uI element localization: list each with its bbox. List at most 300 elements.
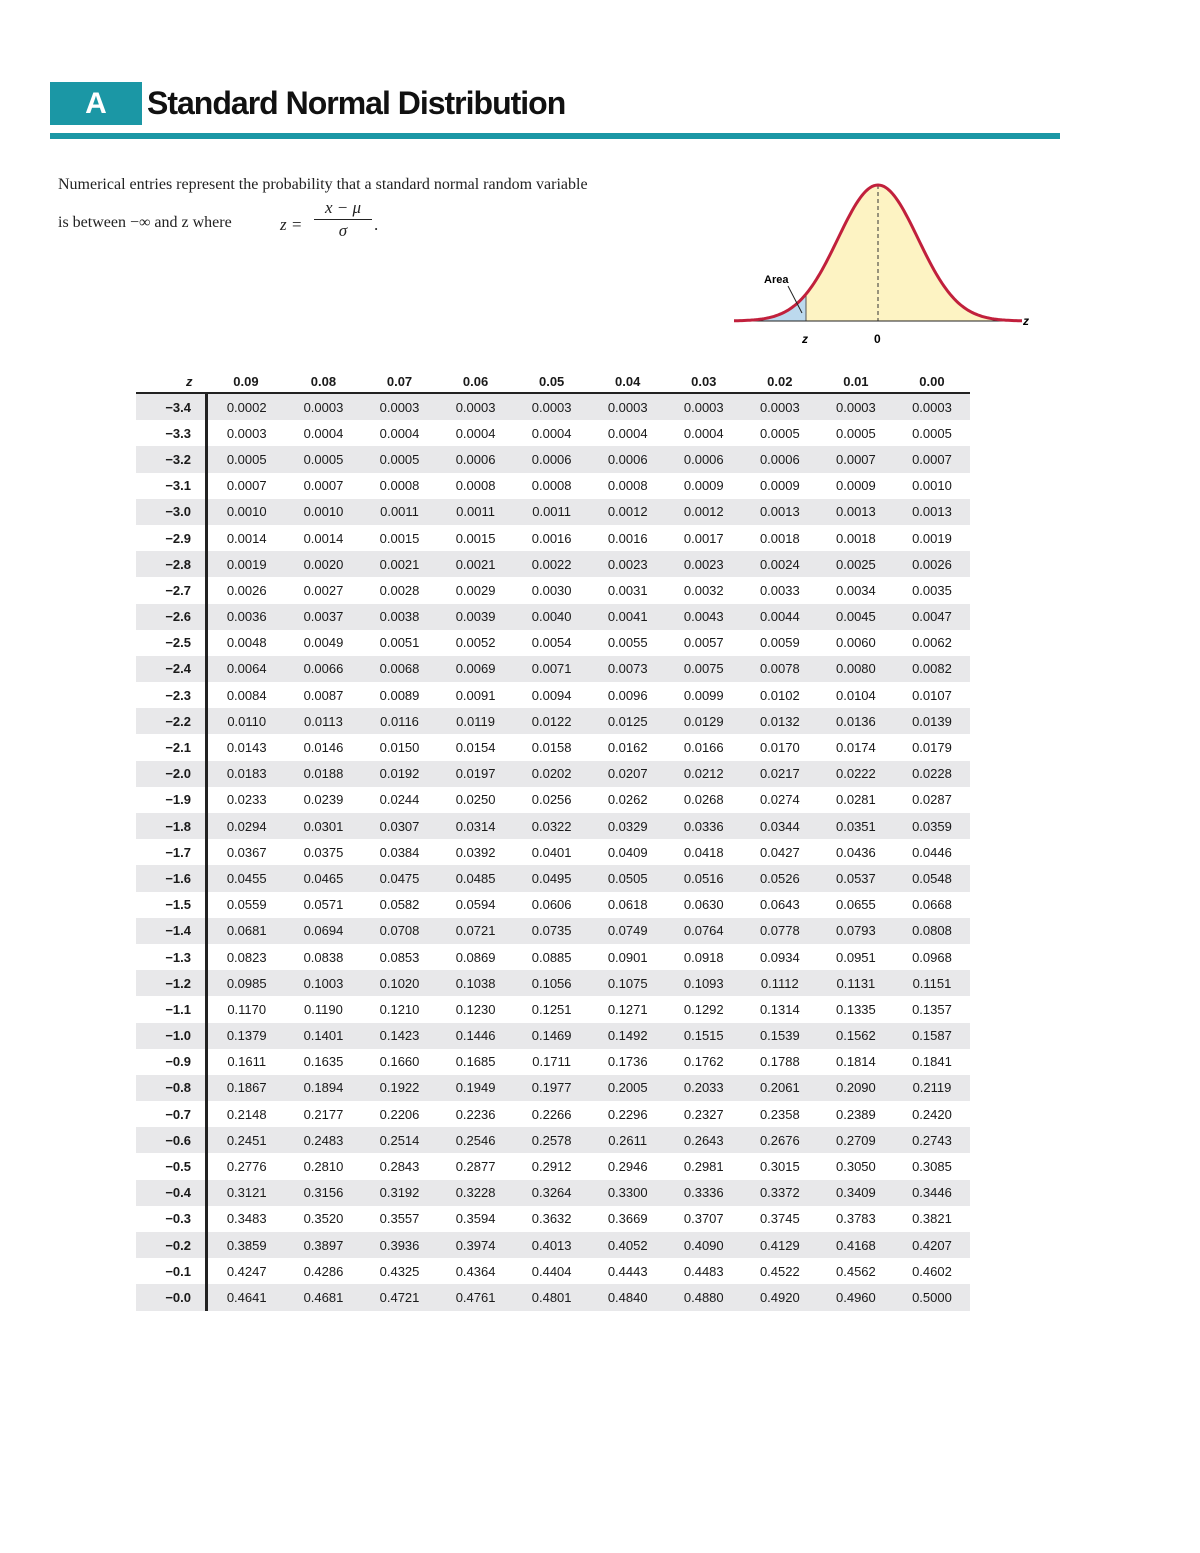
probability-cell: 0.0129 [666, 708, 742, 734]
probability-cell: 0.3446 [894, 1180, 970, 1206]
probability-cell: 0.0436 [836, 844, 876, 860]
probability-cell: 0.0004 [531, 425, 572, 441]
probability-cell: 0.1539 [742, 1023, 818, 1049]
probability-cell: 0.0022 [514, 551, 590, 577]
z-value-cell: −2.0 [136, 761, 207, 787]
probability-cell: 0.3372 [742, 1180, 818, 1206]
probability-cell: 0.0003 [818, 393, 894, 420]
probability-cell: 0.1814 [836, 1054, 876, 1070]
probability-cell: 0.0735 [514, 918, 590, 944]
probability-cell: 0.0985 [207, 970, 286, 996]
probability-cell: 0.0301 [285, 813, 361, 839]
table-row [136, 761, 970, 787]
probability-cell: 0.0010 [285, 499, 361, 525]
probability-cell: 0.2676 [742, 1127, 818, 1153]
probability-cell: 0.0023 [666, 551, 742, 577]
probability-cell: 0.0008 [607, 478, 648, 494]
probability-cell: 0.0005 [836, 425, 876, 441]
z-value-cell: −1.8 [136, 813, 207, 839]
probability-cell: 0.0170 [759, 740, 800, 756]
probability-cell: 0.0143 [226, 740, 267, 756]
probability-cell: 0.0113 [285, 708, 361, 734]
probability-cell: 0.0007 [303, 478, 344, 494]
probability-cell: 0.1660 [379, 1054, 420, 1070]
z-value-cell: −0.6 [136, 1127, 207, 1153]
probability-cell: 0.0004 [683, 425, 724, 441]
probability-cell: 0.2005 [590, 1075, 666, 1101]
z-tick-label: z [802, 332, 808, 346]
z-value-cell: −0.2 [136, 1232, 207, 1258]
table-row [136, 944, 970, 970]
probability-cell: 0.1075 [590, 970, 666, 996]
probability-cell: 0.3520 [303, 1211, 344, 1227]
table-row [136, 734, 970, 760]
probability-cell: 0.0694 [285, 918, 361, 944]
probability-cell: 0.0239 [303, 792, 344, 808]
probability-cell: 0.1230 [455, 1001, 496, 1017]
probability-cell: 0.0011 [514, 499, 590, 525]
probability-cell: 0.0035 [912, 582, 952, 598]
probability-cell: 0.1492 [590, 1023, 666, 1049]
fraction-bar [314, 219, 372, 220]
probability-cell: 0.0059 [759, 635, 800, 651]
probability-cell: 0.0212 [666, 761, 742, 787]
probability-cell: 0.1335 [836, 1001, 876, 1017]
probability-cell: 0.4090 [666, 1232, 742, 1258]
table-row [136, 1180, 970, 1206]
probability-cell: 0.1736 [607, 1054, 648, 1070]
probability-cell: 0.0188 [285, 761, 361, 787]
probability-cell: 0.2611 [590, 1127, 666, 1153]
probability-cell: 0.0314 [438, 813, 514, 839]
probability-cell: 0.0465 [285, 865, 361, 891]
probability-cell: 0.4364 [455, 1263, 496, 1279]
probability-cell: 0.0004 [455, 425, 496, 441]
probability-cell: 0.4483 [683, 1263, 724, 1279]
appendix-badge: A [50, 82, 142, 125]
probability-cell: 0.0721 [438, 918, 514, 944]
probability-cell: 0.0019 [207, 551, 286, 577]
probability-cell: 0.0446 [912, 844, 952, 860]
probability-cell: 0.0197 [438, 761, 514, 787]
probability-cell: 0.1314 [759, 1001, 800, 1017]
probability-cell: 0.0110 [207, 708, 286, 734]
probability-cell: 0.2148 [226, 1106, 267, 1122]
probability-cell: 0.0013 [894, 499, 970, 525]
table-row [136, 1206, 970, 1232]
probability-cell: 0.3632 [531, 1211, 572, 1227]
probability-cell: 0.0256 [531, 792, 572, 808]
probability-cell: 0.1894 [285, 1075, 361, 1101]
z-value-cell: −2.7 [136, 577, 207, 603]
probability-cell: 0.0060 [836, 635, 876, 651]
probability-cell: 0.0582 [379, 897, 420, 913]
probability-cell: 0.0918 [683, 949, 724, 965]
probability-cell: 0.0052 [455, 635, 496, 651]
probability-cell: 0.1562 [818, 1023, 894, 1049]
table-row [136, 473, 970, 499]
probability-cell: 0.0026 [894, 551, 970, 577]
probability-cell: 0.0013 [742, 499, 818, 525]
probability-cell: 0.0594 [455, 897, 496, 913]
probability-cell: 0.0336 [666, 813, 742, 839]
table-row [136, 1127, 970, 1153]
probability-cell: 0.0038 [361, 604, 437, 630]
probability-cell: 0.0014 [303, 530, 344, 546]
probability-cell: 0.4168 [818, 1232, 894, 1258]
probability-cell: 0.0853 [379, 949, 420, 965]
probability-cell: 0.2843 [379, 1159, 420, 1175]
probability-cell: 0.3121 [207, 1180, 286, 1206]
probability-cell: 0.0643 [759, 897, 800, 913]
probability-cell: 0.0002 [207, 393, 286, 420]
probability-cell: 0.0968 [912, 949, 952, 965]
normal-curve-figure [730, 175, 1040, 350]
probability-cell: 0.0078 [742, 656, 818, 682]
probability-cell: 0.5000 [894, 1284, 970, 1310]
probability-cell: 0.0618 [607, 897, 648, 913]
table-row [136, 525, 970, 551]
area-label: Area [764, 274, 789, 286]
probability-cell: 0.0418 [683, 844, 724, 860]
probability-cell: 0.2546 [438, 1127, 514, 1153]
probability-cell: 0.0057 [683, 635, 724, 651]
table-row [136, 708, 970, 734]
probability-cell: 0.0427 [759, 844, 800, 860]
probability-cell: 0.4880 [666, 1284, 742, 1310]
probability-cell: 0.3859 [207, 1232, 286, 1258]
table-row [136, 551, 970, 577]
z-value-cell: −3.3 [136, 420, 207, 446]
probability-cell: 0.1469 [514, 1023, 590, 1049]
z-value-cell: −2.4 [136, 656, 207, 682]
probability-cell: 0.4960 [818, 1284, 894, 1310]
z-value-cell: −1.9 [136, 787, 207, 813]
probability-cell: 0.1949 [438, 1075, 514, 1101]
probability-cell: 0.2177 [303, 1106, 344, 1122]
probability-cell: 0.1271 [607, 1001, 648, 1017]
probability-cell: 0.0281 [836, 792, 876, 808]
probability-cell: 0.0485 [438, 865, 514, 891]
table-row [136, 656, 970, 682]
probability-cell: 0.0630 [683, 897, 724, 913]
table-row [136, 1284, 970, 1310]
description-line-2: is between −∞ and z where [58, 214, 232, 231]
z-value-cell: −2.5 [136, 630, 207, 656]
z-value-cell: −1.5 [136, 892, 207, 918]
probability-cell: 0.4522 [759, 1263, 800, 1279]
table-row [136, 996, 970, 1022]
probability-cell: 0.0033 [759, 582, 800, 598]
probability-cell: 0.4404 [531, 1263, 572, 1279]
probability-cell: 0.2743 [894, 1127, 970, 1153]
probability-cell: 0.1251 [531, 1001, 572, 1017]
probability-cell: 0.3264 [514, 1180, 590, 1206]
probability-cell: 0.0244 [379, 792, 420, 808]
probability-cell: 0.0037 [285, 604, 361, 630]
probability-cell: 0.0475 [361, 865, 437, 891]
probability-cell: 0.0089 [379, 687, 420, 703]
probability-cell: 0.0036 [207, 604, 286, 630]
probability-cell: 0.0294 [207, 813, 286, 839]
probability-cell: 0.0054 [531, 635, 572, 651]
probability-cell: 0.0064 [207, 656, 286, 682]
probability-cell: 0.0005 [207, 446, 286, 472]
probability-cell: 0.1611 [227, 1054, 267, 1070]
probability-cell: 0.1711 [532, 1054, 572, 1070]
probability-cell: 0.0228 [894, 761, 970, 787]
table-body [136, 393, 970, 1311]
z-value-cell: −1.4 [136, 918, 207, 944]
probability-cell: 0.0823 [226, 949, 267, 965]
z-value-cell: −2.9 [136, 525, 207, 551]
z-value-cell: −3.2 [136, 446, 207, 472]
probability-cell: 0.3557 [379, 1211, 420, 1227]
table-row [136, 892, 970, 918]
probability-cell: 0.0027 [303, 582, 344, 598]
probability-cell: 0.0455 [207, 865, 286, 891]
probability-cell: 0.0013 [818, 499, 894, 525]
probability-cell: 0.0154 [455, 740, 496, 756]
z-value-cell: −0.9 [136, 1049, 207, 1075]
probability-cell: 0.0018 [836, 530, 876, 546]
probability-cell: 0.2061 [742, 1075, 818, 1101]
table-row [136, 839, 970, 865]
probability-cell: 0.0003 [742, 393, 818, 420]
probability-cell: 0.0146 [303, 740, 344, 756]
probability-cell: 0.0091 [455, 687, 496, 703]
z-value-cell: −1.1 [136, 996, 207, 1022]
probability-cell: 0.1131 [818, 970, 894, 996]
z-value-cell: −0.1 [136, 1258, 207, 1284]
probability-cell: 0.0084 [226, 687, 267, 703]
probability-cell: 0.2776 [226, 1159, 267, 1175]
probability-cell: 0.0017 [683, 530, 724, 546]
probability-cell: 0.4325 [379, 1263, 420, 1279]
probability-cell: 0.0901 [607, 949, 648, 965]
probability-cell: 0.0041 [590, 604, 666, 630]
probability-cell: 0.0004 [303, 425, 344, 441]
probability-cell: 0.0082 [894, 656, 970, 682]
probability-cell: 0.2877 [455, 1159, 496, 1175]
probability-cell: 0.0008 [379, 478, 420, 494]
probability-cell: 0.0073 [590, 656, 666, 682]
probability-cell: 0.0606 [531, 897, 572, 913]
probability-cell: 0.0179 [912, 740, 952, 756]
probability-cell: 0.0222 [818, 761, 894, 787]
z-value-cell: −1.0 [136, 1023, 207, 1049]
z-value-cell: −1.6 [136, 865, 207, 891]
probability-cell: 0.0039 [438, 604, 514, 630]
probability-cell: 0.0571 [303, 897, 344, 913]
probability-cell: 0.0132 [742, 708, 818, 734]
probability-cell: 0.0162 [607, 740, 648, 756]
probability-cell: 0.0207 [590, 761, 666, 787]
probability-cell: 0.0006 [438, 446, 514, 472]
probability-cell: 0.0020 [285, 551, 361, 577]
probability-cell: 0.0029 [455, 582, 496, 598]
table-row [136, 630, 970, 656]
probability-cell: 0.1038 [438, 970, 514, 996]
probability-cell: 0.0047 [894, 604, 970, 630]
probability-cell: 0.4052 [590, 1232, 666, 1258]
probability-cell: 0.0359 [894, 813, 970, 839]
probability-cell: 0.0548 [894, 865, 970, 891]
probability-cell: 0.0526 [742, 865, 818, 891]
probability-cell: 0.0655 [836, 897, 876, 913]
probability-cell: 0.0307 [361, 813, 437, 839]
probability-cell: 0.0537 [818, 865, 894, 891]
probability-cell: 0.0009 [759, 478, 800, 494]
probability-cell: 0.3228 [438, 1180, 514, 1206]
probability-cell: 0.0007 [818, 446, 894, 472]
probability-cell: 0.1357 [912, 1001, 952, 1017]
probability-cell: 0.0075 [666, 656, 742, 682]
probability-cell: 0.1112 [742, 970, 818, 996]
z-column-header: z [136, 370, 207, 393]
probability-cell: 0.0793 [818, 918, 894, 944]
table-row [136, 604, 970, 630]
table-row [136, 420, 970, 446]
probability-cell: 0.0122 [514, 708, 590, 734]
probability-cell: 0.0934 [759, 949, 800, 965]
table-row [136, 865, 970, 891]
table-row [136, 1232, 970, 1258]
column-header: 0.07 [361, 370, 437, 393]
probability-cell: 0.0043 [666, 604, 742, 630]
probability-cell: 0.0005 [285, 446, 361, 472]
probability-cell: 0.4721 [361, 1284, 437, 1310]
probability-cell: 0.0045 [818, 604, 894, 630]
table-row [136, 1023, 970, 1049]
probability-cell: 0.0885 [531, 949, 572, 965]
probability-cell: 0.0005 [361, 446, 437, 472]
z-table [136, 370, 970, 1311]
probability-cell: 0.3936 [361, 1232, 437, 1258]
probability-cell: 0.0392 [455, 844, 496, 860]
formula-denominator: σ [338, 221, 348, 240]
z-value-cell: −0.7 [136, 1101, 207, 1127]
probability-cell: 0.0021 [438, 551, 514, 577]
probability-cell: 0.0006 [742, 446, 818, 472]
probability-cell: 0.0708 [361, 918, 437, 944]
probability-cell: 0.0119 [438, 708, 514, 734]
z-value-cell: −3.0 [136, 499, 207, 525]
description-line-1: Numerical entries represent the probability that a standard normal random variable [58, 176, 588, 193]
probability-cell: 0.2451 [207, 1127, 286, 1153]
probability-cell: 0.0040 [514, 604, 590, 630]
probability-cell: 0.0003 [226, 425, 267, 441]
probability-cell: 0.2033 [666, 1075, 742, 1101]
probability-cell: 0.1093 [666, 970, 742, 996]
probability-cell: 0.0004 [607, 425, 648, 441]
probability-cell: 0.2296 [607, 1106, 648, 1122]
probability-cell: 0.0166 [683, 740, 724, 756]
z-value-cell: −0.0 [136, 1284, 207, 1310]
probability-cell: 0.0150 [379, 740, 420, 756]
probability-cell: 0.0016 [531, 530, 572, 546]
probability-cell: 0.1685 [455, 1054, 496, 1070]
probability-cell: 0.0007 [894, 446, 970, 472]
probability-cell: 0.0384 [379, 844, 420, 860]
probability-cell: 0.4801 [514, 1284, 590, 1310]
table-row [136, 1075, 970, 1101]
probability-cell: 0.2946 [607, 1159, 648, 1175]
probability-cell: 0.3669 [607, 1211, 648, 1227]
probability-cell: 0.0104 [836, 687, 876, 703]
probability-cell: 0.0096 [607, 687, 648, 703]
probability-cell: 0.0838 [303, 949, 344, 965]
z-value-cell: −2.6 [136, 604, 207, 630]
probability-cell: 0.0019 [912, 530, 952, 546]
probability-cell: 0.1841 [912, 1054, 952, 1070]
probability-cell: 0.1446 [438, 1023, 514, 1049]
probability-cell: 0.0183 [207, 761, 286, 787]
probability-cell: 0.2578 [514, 1127, 590, 1153]
probability-cell: 0.0030 [531, 582, 572, 598]
page-header [50, 82, 1060, 142]
probability-cell: 0.1401 [285, 1023, 361, 1049]
probability-cell: 0.0559 [226, 897, 267, 913]
z-value-cell: −1.3 [136, 944, 207, 970]
probability-cell: 0.2266 [531, 1106, 572, 1122]
probability-cell: 0.0062 [912, 635, 952, 651]
probability-cell: 0.0003 [361, 393, 437, 420]
page-title: Standard Normal Distribution [147, 85, 566, 121]
probability-cell: 0.0217 [742, 761, 818, 787]
probability-cell: 0.0107 [912, 687, 952, 703]
probability-cell: 0.0808 [894, 918, 970, 944]
table-row [136, 1258, 970, 1284]
probability-cell: 0.0102 [759, 687, 800, 703]
z-value-cell: −0.4 [136, 1180, 207, 1206]
probability-cell: 0.0668 [912, 897, 952, 913]
probability-cell: 0.4013 [514, 1232, 590, 1258]
probability-cell: 0.0024 [742, 551, 818, 577]
z-value-cell: −2.8 [136, 551, 207, 577]
table-row [136, 813, 970, 839]
probability-cell: 0.0401 [531, 844, 572, 860]
probability-cell: 0.1587 [894, 1023, 970, 1049]
probability-cell: 0.0681 [207, 918, 286, 944]
probability-cell: 0.0007 [226, 478, 267, 494]
probability-cell: 0.0009 [836, 478, 876, 494]
probability-cell: 0.3483 [226, 1211, 267, 1227]
probability-cell: 0.2483 [285, 1127, 361, 1153]
probability-cell: 0.2420 [912, 1106, 952, 1122]
probability-cell: 0.0021 [361, 551, 437, 577]
probability-cell: 0.0094 [531, 687, 572, 703]
probability-cell: 0.3156 [285, 1180, 361, 1206]
z-value-cell: −2.2 [136, 708, 207, 734]
table-row [136, 1101, 970, 1127]
probability-cell: 0.0136 [818, 708, 894, 734]
axis-label: z [1023, 314, 1029, 328]
formula-lhs: z = [280, 215, 303, 234]
probability-cell: 0.0080 [818, 656, 894, 682]
probability-cell: 0.3745 [759, 1211, 800, 1227]
probability-cell: 0.1635 [303, 1054, 344, 1070]
probability-cell: 0.0011 [438, 499, 514, 525]
probability-cell: 0.0008 [531, 478, 572, 494]
probability-cell: 0.0051 [379, 635, 420, 651]
probability-cell: 0.3409 [818, 1180, 894, 1206]
probability-cell: 0.0018 [759, 530, 800, 546]
probability-cell: 0.1151 [894, 970, 970, 996]
probability-cell: 0.0344 [742, 813, 818, 839]
probability-cell: 0.0025 [818, 551, 894, 577]
probability-cell: 0.0764 [666, 918, 742, 944]
